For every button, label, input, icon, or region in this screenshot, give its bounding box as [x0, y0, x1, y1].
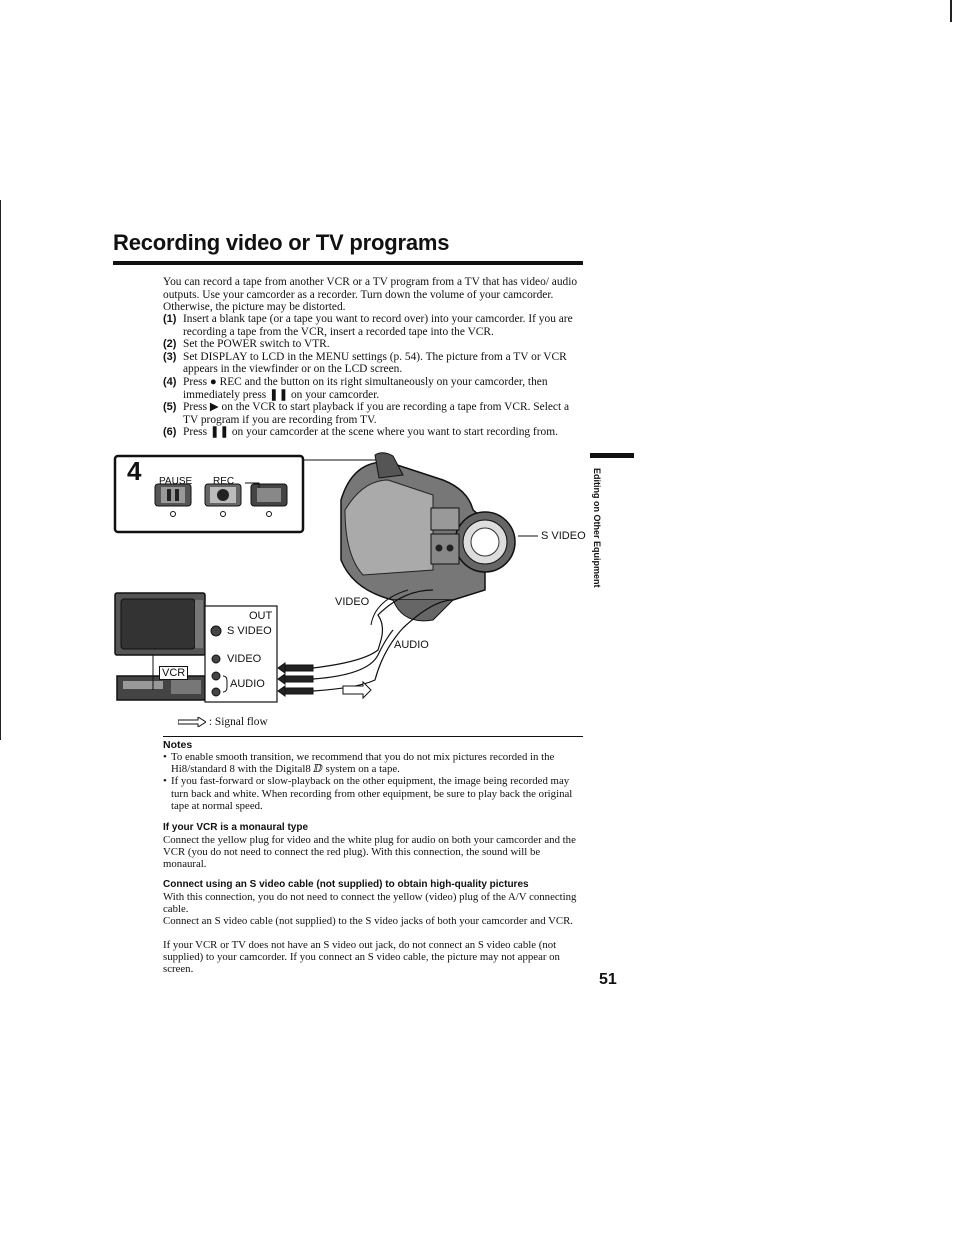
step-number: (6): [163, 426, 177, 439]
pause-label: PAUSE: [159, 476, 193, 487]
monaural-heading: If your VCR is a monaural type: [163, 822, 309, 833]
step-number: (4): [163, 375, 177, 388]
step-item: [163, 313, 583, 338]
step-item: [163, 338, 583, 351]
camcorder-audio-label: AUDIO: [394, 639, 429, 651]
section-side-label: Editing on Other Equipment: [592, 468, 602, 588]
s-video-heading: Connect using an S video cable (not supplied) to obtain high-quality pictures: [163, 879, 529, 890]
step-text: Set DISPLAY to LCD in the MENU settings (p. 54). The picture from a TV or VCR appears in the viewfinder or on the LCD screen.: [183, 350, 567, 376]
note-item: • If you fast-forward or slow-playback on the other equipment, the image being recorded may turn back and white. When recording from other equipment, be sure to play back the original tape at normal speed.: [163, 775, 583, 812]
section-tab-marker: [590, 453, 634, 458]
step-text: Press ▶ on the VCR to start playback if you are recording a tape from VCR. Select a TV program if you are recording from TV.: [183, 401, 570, 426]
step-text: Press ❚❚ on your camcorder at the scene where you want to start recording from.: [183, 426, 558, 439]
step-number: (3): [163, 350, 177, 363]
step-text: Set the POWER switch to VTR.: [183, 338, 330, 351]
connection-illustration: [113, 450, 603, 732]
signal-flow-icon: [178, 717, 206, 727]
rec-label: REC: [213, 476, 235, 487]
notes-heading: Notes: [163, 739, 193, 751]
step-number: (2): [163, 338, 177, 351]
step-item: [163, 401, 583, 426]
vcr-label: VCR: [159, 666, 188, 680]
steps-list: [163, 313, 583, 439]
s-video-paragraph-2: Connect an S video cable (not supplied) to the S video jacks of both your camcorder and VCR.: [163, 915, 573, 927]
s-video-paragraph-1: With this connection, you do not need to connect the yellow (video) plug of the A/V connecting cable.: [163, 891, 577, 916]
step-number: (5): [163, 401, 177, 414]
step-item: [163, 426, 583, 439]
step-text: Insert a blank tape (or a tape you want to record over) into your camcorder. If you are recording a tape from the VCR, insert a recorded tape into the VCR.: [183, 313, 573, 338]
vcr-audio-label: AUDIO: [230, 678, 265, 690]
vcr-audio-jack-2: [212, 688, 220, 696]
vcr-video-jack: [212, 655, 220, 663]
connection-figure: [113, 450, 603, 732]
signal-flow-text: : Signal flow: [208, 716, 268, 728]
scan-margin-line: [0, 200, 1, 740]
vcr-s-video-label: S VIDEO: [227, 625, 272, 637]
title-rule: [113, 261, 583, 265]
s-video-paragraph-3: If your VCR or TV does not have an S video out jack, do not connect an S video cable (not supplied) to your camcorder. If you connect an S video cable, the picture may not appear on screen.: [163, 939, 560, 976]
page-number: 51: [599, 971, 617, 988]
vcr-video-label: VIDEO: [227, 653, 262, 665]
notes-list: [163, 751, 583, 812]
vcr-out-label: OUT: [249, 610, 273, 622]
step-text: Press ● REC and the button on its right simultaneously on your camcorder, then immediately press ❚❚ on your camcorder.: [183, 375, 548, 401]
vcr-s-video-jack: [211, 626, 221, 636]
step-item: [163, 351, 583, 376]
scan-edge-mark: [950, 0, 952, 22]
intro-paragraph: You can record a tape from another VCR or a TV program from a TV that has video/ audio outputs. Use your camcorder as a recorder. Turn down the volume of your camcorder. Otherwise, the picture may be distorted.: [163, 276, 578, 314]
page-title: Recording video or TV programs: [113, 230, 450, 255]
vcr-audio-jack-1: [212, 672, 220, 680]
step-4-number: 4: [127, 456, 142, 486]
step-item: [163, 376, 583, 401]
camcorder-s-video-label: S VIDEO: [541, 530, 586, 542]
signal-flow-legend: [178, 716, 268, 728]
step-number: (1): [163, 313, 177, 325]
note-item: • To enable smooth transition, we recommend that you do not mix pictures recorded in the Hi8/standard 8 with the Digital8 ⅅ system on a tape.: [163, 751, 583, 775]
tv-illustration: [115, 593, 205, 655]
av-cable-plugs: [278, 663, 313, 696]
camcorder-video-label: VIDEO: [335, 596, 370, 608]
signal-flow-arrow: [343, 682, 371, 698]
monaural-paragraph: Connect the yellow plug for video and the white plug for audio on both your camcorder and the VCR (you do not need to connect the red plug). With this connection, the sound will be monaural.: [163, 834, 576, 871]
notes-rule: [163, 736, 583, 737]
